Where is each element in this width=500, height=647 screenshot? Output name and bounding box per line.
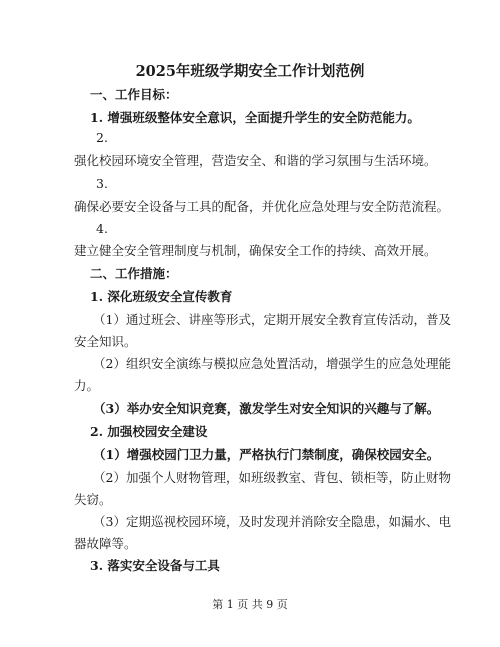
- measure-heading: 1. 深化班级安全宣传教育: [90, 289, 233, 304]
- goal-item: 强化校园环境安全管理，营造安全、和谐的学习氛围与生活环境。: [74, 153, 437, 168]
- measure-item-continued: 安全知识。: [74, 334, 137, 349]
- measure-item: （1）增强校园门卫力量，严格执行门禁制度，确保校园安全。: [93, 447, 440, 462]
- measure-item-continued: 器故障等。: [74, 536, 137, 551]
- goal-item: 1. 增强班级整体安全意识，全面提升学生的安全防范能力。: [90, 110, 420, 125]
- list-number: 4.: [96, 221, 108, 236]
- measure-item: （3）举办安全知识竞赛，激发学生对安全知识的兴趣与了解。: [93, 401, 440, 416]
- measure-heading: 2. 加强校园安全建设: [90, 424, 208, 439]
- measure-item: （2）加强个人财物管理，如班级教室、背包、锁柜等，防止财物: [93, 470, 451, 485]
- list-number: 3.: [96, 176, 108, 191]
- list-number: 2.: [96, 130, 108, 145]
- measure-item: （3）定期巡视校园环境，及时发现并消除安全隐患，如漏水、电: [93, 514, 451, 529]
- goal-item: 建立健全安全管理制度与机制，确保安全工作的持续、高效开展。: [74, 243, 437, 258]
- measure-item-continued: 力。: [74, 378, 100, 393]
- measure-item-continued: 失窃。: [74, 492, 112, 507]
- section-heading: 一、工作目标：: [90, 87, 178, 102]
- measure-item: （1）通过班会、讲座等形式，定期开展安全教育宣传活动，普及: [93, 312, 451, 327]
- document-title: 2025年班级学期安全工作计划范例: [135, 63, 365, 80]
- measure-item: （2）组织安全演练与模拟应急处置活动，增强学生的应急处理能: [93, 356, 451, 371]
- measure-heading: 3. 落实安全设备与工具: [90, 558, 220, 573]
- section-heading: 二、工作措施：: [90, 266, 178, 281]
- goal-item: 确保必要安全设备与工具的配备，并优化应急处理与安全防范流程。: [74, 199, 450, 214]
- page-footer: 第 1 页 共 9 页: [212, 598, 288, 611]
